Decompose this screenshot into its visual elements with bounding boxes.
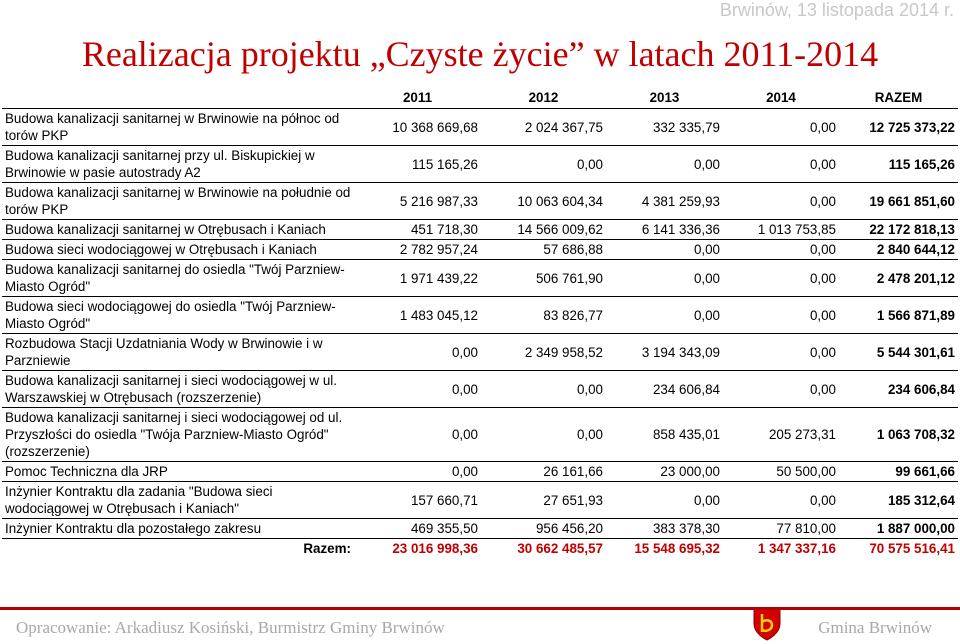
razem-cell: 115 165,26 (839, 146, 958, 183)
razem-cell: 12 725 373,22 (839, 109, 958, 146)
column-header-2014: 2014 (766, 89, 796, 105)
column-header-2012: 2012 (528, 89, 559, 105)
task-name-cell: Budowa kanalizacji sanitarnej przy ul. Biskupickiej w Brwinowie w pasie autostrady A2 (2, 146, 354, 183)
year-value-cell: 205 273,31 (723, 408, 839, 462)
year-value-cell: 2 782 957,24 (354, 240, 481, 260)
year-value-cell: 27 651,93 (481, 482, 606, 519)
task-name-cell: Inżynier Kontraktu dla zadania "Budowa sieci wodociągowej w Otrębusach i Kaniach" (2, 482, 354, 519)
table-row (2, 519, 958, 539)
total-value-cell: 23 016 998,36 (354, 539, 481, 559)
year-value-cell: 0,00 (723, 240, 839, 260)
year-value-cell: 0,00 (606, 482, 723, 519)
year-value-cell: 0,00 (723, 482, 839, 519)
page-title: Realizacja projektu „Czyste życie” w latach 2011-2014 (81, 34, 879, 74)
table-body (2, 109, 958, 559)
total-value-cell: 70 575 516,41 (839, 539, 958, 559)
year-value-cell: 1 483 045,12 (354, 297, 481, 334)
task-name-cell: Budowa kanalizacji sanitarnej do osiedla "Twój Parzniew-Miasto Ogród" (2, 260, 354, 297)
year-value-cell: 1 971 439,22 (354, 260, 481, 297)
year-value-cell: 1 013 753,85 (723, 220, 839, 240)
footer-gmina: Gmina Brwinów (818, 618, 932, 637)
year-value-cell: 0,00 (481, 371, 606, 408)
year-value-cell: 0,00 (723, 183, 839, 220)
year-value-cell: 83 826,77 (481, 297, 606, 334)
table-header-row (2, 86, 958, 109)
razem-cell: 5 544 301,61 (839, 334, 958, 371)
year-value-cell: 2 024 367,75 (481, 109, 606, 146)
task-name-cell: Budowa kanalizacji sanitarnej i sieci wodociągowej w ul. Warszawskiej w Otrębusach (rozszerzenie) (2, 371, 354, 408)
year-value-cell: 0,00 (354, 462, 481, 482)
year-value-cell: 0,00 (481, 408, 606, 462)
total-value-cell: 1 347 337,16 (723, 539, 839, 559)
table-row (2, 220, 958, 240)
task-name-cell: Budowa sieci wodociągowej w Otrębusach i Kaniach (2, 240, 354, 260)
funding-table (2, 86, 958, 558)
year-value-cell: 0,00 (606, 260, 723, 297)
year-value-cell: 332 335,79 (606, 109, 723, 146)
table-row (2, 371, 958, 408)
year-value-cell: 57 686,88 (481, 240, 606, 260)
year-value-cell: 0,00 (606, 146, 723, 183)
table-row (2, 183, 958, 220)
year-value-cell: 956 456,20 (481, 519, 606, 539)
year-value-cell: 0,00 (606, 240, 723, 260)
year-value-cell: 10 063 604,34 (481, 183, 606, 220)
table-row (2, 260, 958, 297)
year-value-cell: 451 718,30 (354, 220, 481, 240)
task-name-cell: Budowa kanalizacji sanitarnej w Brwinowie na północ od torów PKP (2, 109, 354, 146)
total-row (2, 539, 958, 559)
year-value-cell: 157 660,71 (354, 482, 481, 519)
year-value-cell: 234 606,84 (606, 371, 723, 408)
table-row (2, 462, 958, 482)
year-value-cell: 26 161,66 (481, 462, 606, 482)
razem-cell: 1 566 871,89 (839, 297, 958, 334)
razem-cell: 22 172 818,13 (839, 220, 958, 240)
task-name-cell: Budowa sieci wodociągowej do osiedla "Twój Parzniew-Miasto Ogród" (2, 297, 354, 334)
total-label: Razem: (2, 539, 354, 559)
table-row (2, 146, 958, 183)
table-row (2, 334, 958, 371)
task-name-cell: Budowa kanalizacji sanitarnej i sieci wodociągowej od ul. Przyszłości do osiedla "Twója Parzniew-Miasto Ogród" (rozszerzenie) (2, 408, 354, 462)
year-value-cell: 0,00 (354, 408, 481, 462)
table-row (2, 297, 958, 334)
year-value-cell: 0,00 (723, 297, 839, 334)
razem-cell: 99 661,66 (839, 462, 958, 482)
column-header-2013: 2013 (649, 89, 680, 105)
year-value-cell: 0,00 (354, 334, 481, 371)
year-value-cell: 50 500,00 (723, 462, 839, 482)
year-value-cell: 506 761,90 (481, 260, 606, 297)
task-name-cell: Pomoc Techniczna dla JRP (2, 462, 354, 482)
razem-cell: 1 063 708,32 (839, 408, 958, 462)
total-value-cell: 30 662 485,57 (481, 539, 606, 559)
task-name-cell: Rozbudowa Stacji Uzdatniania Wody w Brwinowie i w Parzniewie (2, 334, 354, 371)
task-name-cell: Budowa kanalizacji sanitarnej w Otrębusach i Kaniach (2, 220, 354, 240)
table-row (2, 408, 958, 462)
header-empty (2, 86, 354, 109)
year-value-cell: 77 810,00 (723, 519, 839, 539)
razem-cell: 2 478 201,12 (839, 260, 958, 297)
year-value-cell: 2 349 958,52 (481, 334, 606, 371)
year-value-cell: 3 194 343,09 (606, 334, 723, 371)
year-value-cell: 0,00 (723, 109, 839, 146)
year-value-cell: 469 355,50 (354, 519, 481, 539)
razem-cell: 185 312,64 (839, 482, 958, 519)
total-value-cell: 15 548 695,32 (606, 539, 723, 559)
column-header-razem: RAZEM (874, 89, 923, 105)
year-value-cell: 858 435,01 (606, 408, 723, 462)
year-value-cell: 0,00 (354, 371, 481, 408)
dateline: Brwinów, 13 listopada 2014 r. (719, 0, 954, 20)
year-value-cell: 0,00 (723, 260, 839, 297)
year-value-cell: 5 216 987,33 (354, 183, 481, 220)
year-value-cell: 383 378,30 (606, 519, 723, 539)
razem-cell: 234 606,84 (839, 371, 958, 408)
year-value-cell: 115 165,26 (354, 146, 481, 183)
footer-bar (0, 607, 960, 644)
year-value-cell: 0,00 (606, 297, 723, 334)
task-name-cell: Budowa kanalizacji sanitarnej w Brwinowie na południe od torów PKP (2, 183, 354, 220)
razem-cell: 2 840 644,12 (839, 240, 958, 260)
table-row (2, 482, 958, 519)
year-value-cell: 4 381 259,93 (606, 183, 723, 220)
year-value-cell: 0,00 (723, 371, 839, 408)
year-value-cell: 10 368 669,68 (354, 109, 481, 146)
year-value-cell: 0,00 (723, 334, 839, 371)
table-row (2, 240, 958, 260)
column-header-2011: 2011 (402, 89, 433, 105)
table-row (2, 109, 958, 146)
razem-cell: 19 661 851,60 (839, 183, 958, 220)
razem-cell: 1 887 000,00 (839, 519, 958, 539)
year-value-cell: 6 141 336,36 (606, 220, 723, 240)
year-value-cell: 0,00 (723, 146, 839, 183)
footer-author: Opracowanie: Arkadiusz Kosiński, Burmistrz Gminy Brwinów (16, 618, 445, 637)
year-value-cell: 23 000,00 (606, 462, 723, 482)
year-value-cell: 0,00 (481, 146, 606, 183)
task-name-cell: Inżynier Kontraktu dla pozostałego zakresu (2, 519, 354, 539)
year-value-cell: 14 566 009,62 (481, 220, 606, 240)
